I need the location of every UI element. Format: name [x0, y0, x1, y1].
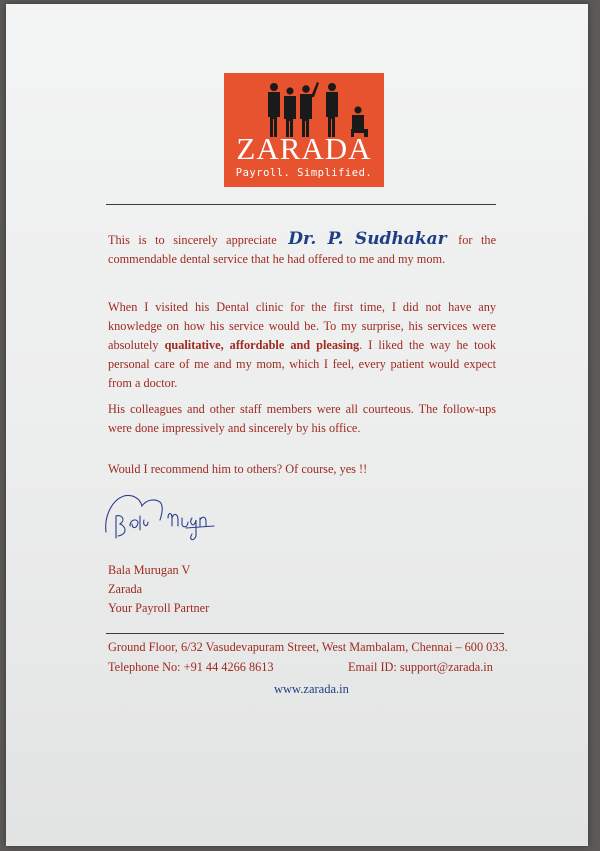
footer-divider: [106, 633, 504, 634]
footer-website-link[interactable]: www.zarada.in: [274, 682, 349, 696]
paragraph-appreciation: [108, 230, 496, 269]
p1-rest: for the commendable dental service that he had offered to me and my mom.: [108, 233, 497, 266]
logo-tagline: Payroll. Simplified.: [235, 167, 373, 179]
zarada-logo: [224, 73, 384, 187]
header-divider: [106, 204, 496, 205]
p2-intro: When I visited his Dental clinic for the first time, I did not have any knowledge on how his service would be. To my surprise, his services were absolutely: [108, 300, 496, 352]
signer-title: Your Payroll Partner: [108, 601, 210, 615]
footer-email: Email ID: support@zarada.in: [348, 660, 493, 674]
p2-rest: . I liked the way he took personal care of me and my mom, which I feel, every patient would expect from a doctor.: [108, 338, 497, 390]
footer-telephone: Telephone No: +91 44 4266 8613: [108, 660, 274, 674]
logo-brand-name: ZARADA: [236, 131, 372, 166]
signer-company: Zarada: [108, 582, 143, 596]
footer-address: Ground Floor, 6/32 Vasudevapuram Street, West Mambalam, Chennai – 600 033.: [108, 640, 508, 654]
letter-sheet: [6, 4, 588, 846]
paragraph-staff: His colleagues and other staff members were all courteous. The follow-ups were done impressively and sincerely by his office.: [108, 402, 496, 435]
signer-name: Bala Murugan V: [108, 563, 191, 577]
p2-highlight: qualitative, affordable and pleasing: [164, 338, 360, 352]
p1-intro: This is to sincerely appreciate: [108, 233, 277, 247]
doctor-name: Dr. P. Sudhakar: [288, 229, 447, 249]
paragraph-experience: [108, 298, 496, 393]
handwritten-signature: [102, 490, 222, 552]
paragraph-recommend: Would I recommend him to others? Of course, yes !!: [108, 462, 368, 476]
